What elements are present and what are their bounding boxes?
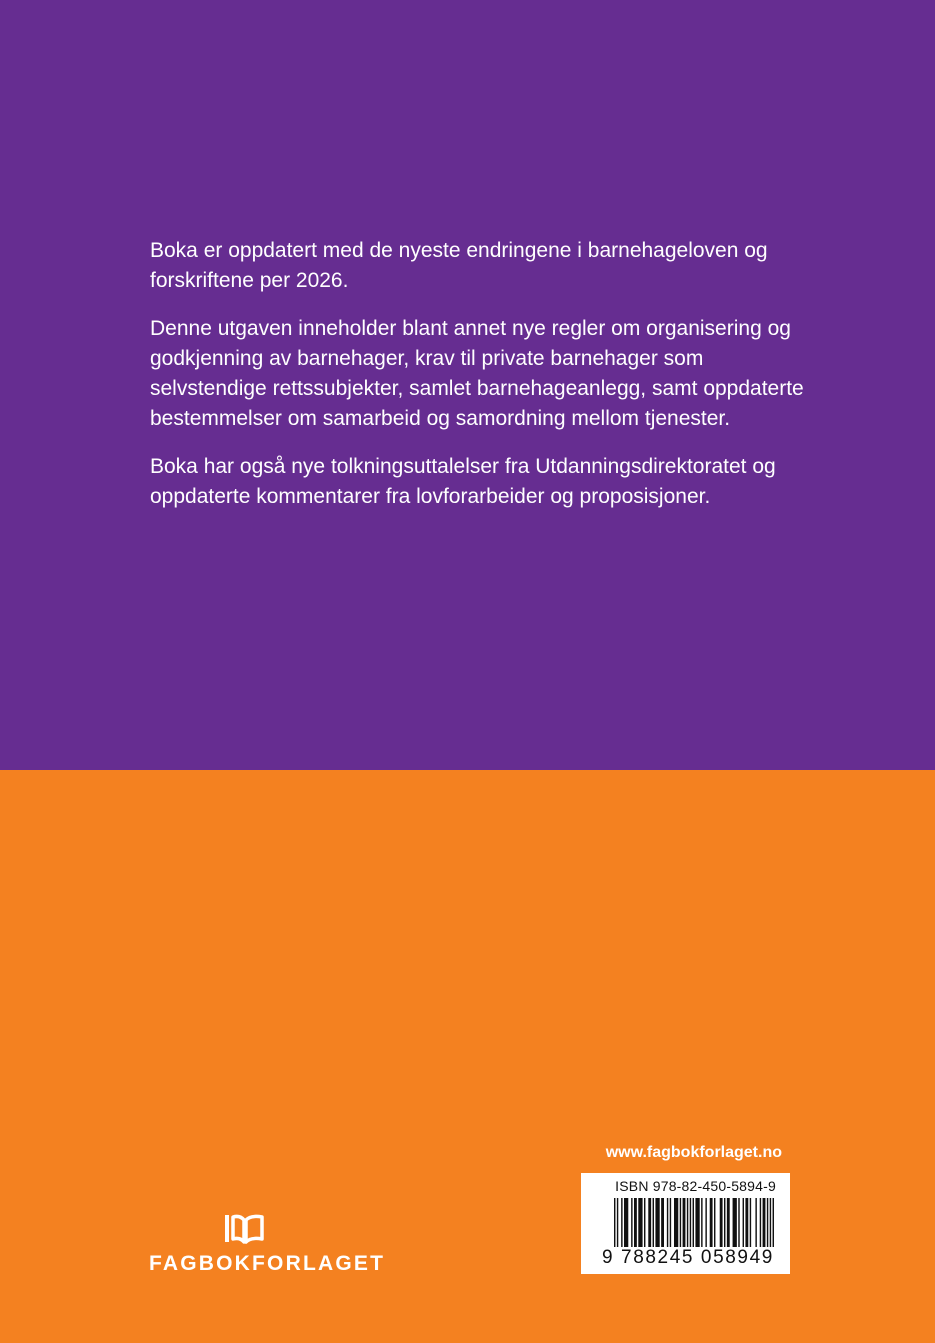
bottom-panel bbox=[0, 770, 935, 1343]
blurb-paragraph-3: Boka har også nye tolkningsuttalelser fra Utdanningsdirektoratet og oppdaterte kommentarer fra lovforarbeider og proposisjoner. bbox=[150, 454, 776, 509]
publisher-website: www.fagbokforlaget.no bbox=[605, 1144, 782, 1161]
isbn-barcode bbox=[581, 1173, 790, 1274]
back-cover-blurb bbox=[150, 236, 810, 529]
blurb-paragraph-2: Denne utgaven inneholder blant annet nye regler om organisering og godkjenning av barnehager, krav til private barnehager som selvstendige rettssubjekter, samlet barnehageanlegg, samt oppdaterte bestemmelser om samarbeid og samordning mellom tjenester. bbox=[150, 316, 804, 431]
fagbokforlaget-logo-icon bbox=[224, 1212, 266, 1244]
blurb-paragraph-1: Boka er oppdatert med de nyeste endringene i barnehageloven og forskriftene per 2026. bbox=[150, 239, 768, 293]
publisher-logo bbox=[149, 1212, 386, 1282]
publisher-name: FAGBOKFORLAGET bbox=[149, 1252, 386, 1275]
barcode-digits: 9 788245 058949 bbox=[602, 1247, 774, 1268]
isbn-label: ISBN 978-82-450-5894-9 bbox=[615, 1178, 776, 1194]
